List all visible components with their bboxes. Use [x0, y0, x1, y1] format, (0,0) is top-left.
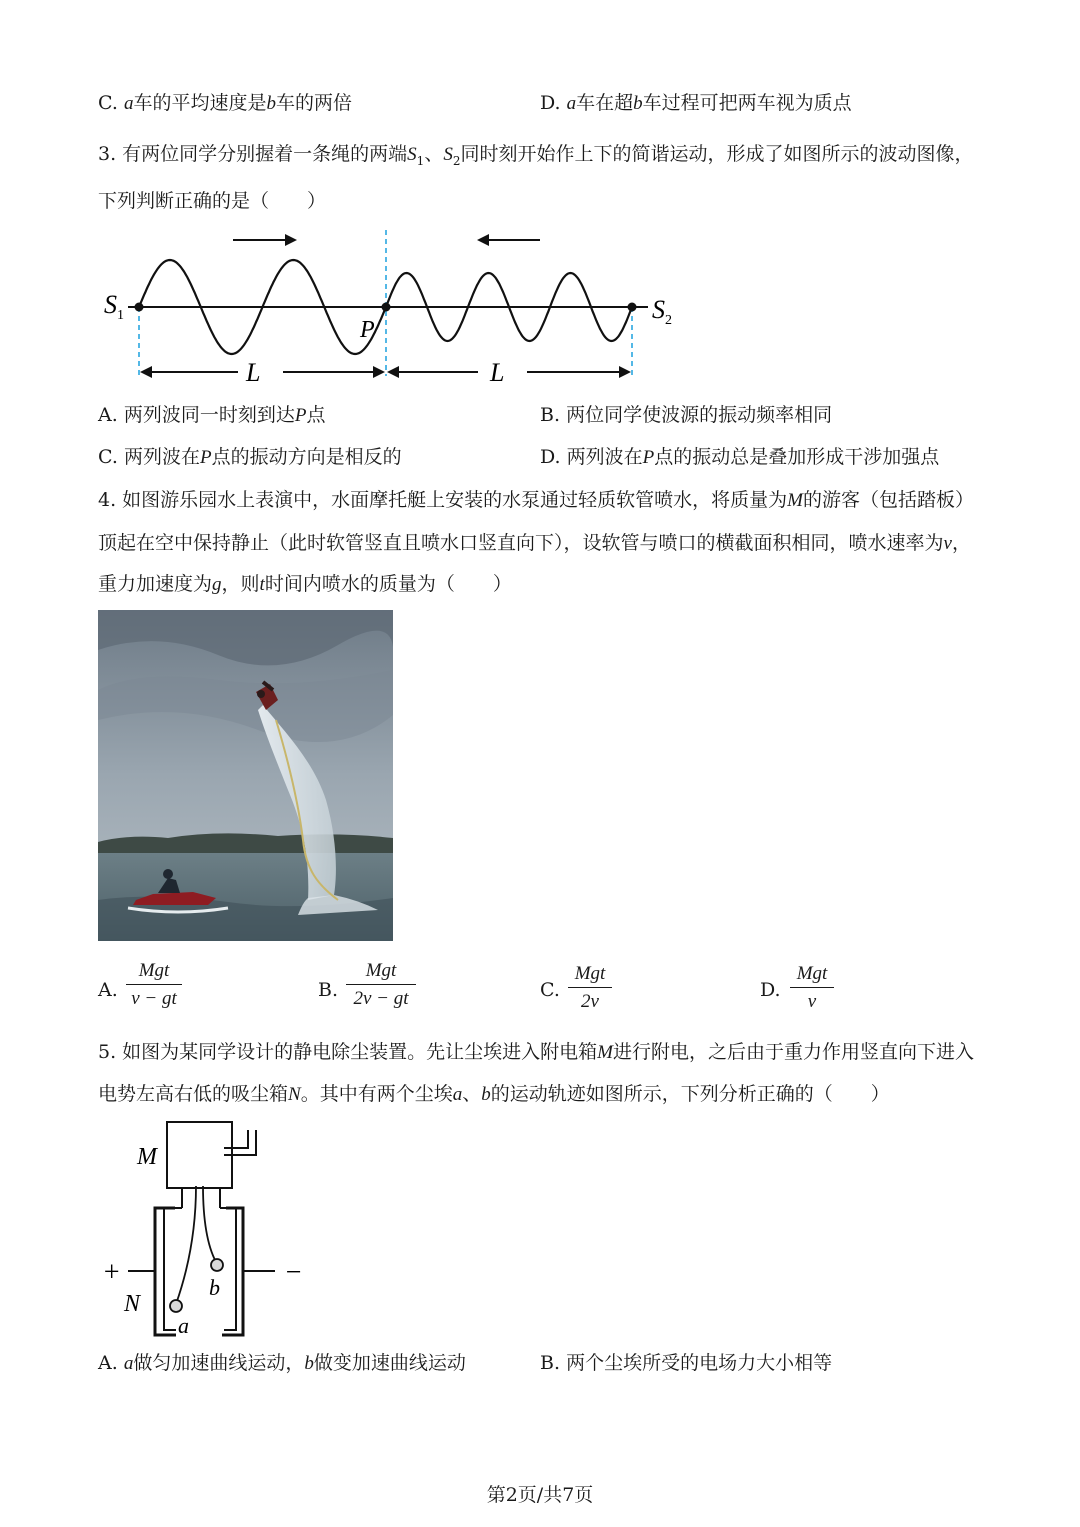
q5-option-b	[540, 1350, 832, 1376]
option-text: 车的平均速度是	[133, 92, 267, 114]
stem-text: 3. 有两位同学分别握着一条绳的两端	[98, 143, 408, 165]
source-s2-dot	[628, 303, 637, 312]
option-text: 做匀加速曲线运动，	[133, 1352, 305, 1374]
option-text: 点的振动方向是相反的	[211, 446, 402, 468]
label-b: b	[209, 1275, 220, 1300]
label-s1: $S_1$	[104, 290, 124, 323]
option-label: D.	[540, 446, 561, 468]
label-p: P	[360, 317, 375, 343]
q2-option-c	[98, 90, 352, 117]
q4-stem-line2	[98, 530, 971, 557]
point-p-dot	[382, 303, 391, 312]
q4-option-a-label: A.	[98, 979, 118, 1001]
option-label: A.	[98, 404, 118, 426]
plate-left	[155, 1208, 176, 1335]
stem-text: 的运动轨迹如图所示，下列分析正确的（ ）	[490, 1083, 890, 1105]
option-label: D.	[540, 92, 561, 114]
arrow-left-head	[477, 234, 489, 246]
var-m: M	[787, 490, 803, 511]
q2-option-d	[540, 90, 852, 117]
sub-1: 1	[416, 153, 425, 168]
stem-text: 电势左高右低的吸尘箱	[98, 1083, 289, 1105]
stem-text: ，则	[221, 573, 260, 595]
dim-arrow	[387, 366, 399, 378]
charging-box-m	[167, 1122, 232, 1188]
dim-arrow	[373, 366, 385, 378]
label-l-right: L	[490, 358, 505, 387]
q4-option-d-fraction	[790, 961, 834, 1016]
separator: 、	[424, 143, 444, 165]
q4-stem-line1	[98, 487, 974, 514]
stem-text: 4. 如图游乐园水上表演中，水面摩托艇上安装的水泵通过轻质软管喷水，将质量为	[98, 489, 788, 511]
q3-stem-line1	[98, 141, 973, 174]
q3-option-d	[540, 444, 939, 471]
flyboard-photo	[98, 610, 393, 941]
source-s1-dot	[135, 303, 144, 312]
var-p: P	[294, 405, 307, 426]
q4-option-c-label: C.	[540, 979, 560, 1001]
option-text: 两列波在	[123, 446, 200, 468]
numerator: Mgt	[568, 961, 612, 988]
option-label: C.	[98, 92, 118, 114]
denominator: v	[807, 991, 817, 1012]
var-s1: S	[407, 144, 417, 165]
option-text: 车过程可把两车视为质点	[642, 92, 852, 114]
var-p: P	[199, 447, 212, 468]
stem-text: 进行附电，之后由于重力作用竖直向下进入	[613, 1041, 975, 1063]
stem-text: 的游客（包括踏板）	[803, 489, 975, 511]
dust-particle-a	[170, 1300, 182, 1312]
var-m: M	[597, 1042, 613, 1063]
numerator: Mgt	[790, 961, 834, 988]
page-footer: 第2页/共7页	[486, 1484, 594, 1506]
dim-arrow	[619, 366, 631, 378]
var-b: b	[304, 1353, 314, 1374]
q3-option-c	[98, 444, 402, 471]
q3-stem-line2: 下列判断正确的是（ ）	[98, 190, 327, 212]
var-b: b	[266, 93, 276, 114]
q4-option-d-label: D.	[760, 979, 781, 1001]
q4-option-b-label: B.	[318, 979, 339, 1001]
stem-text: 顶起在空中保持静止（此时软管竖直且喷水口竖直向下），设软管与喷口的横截面积相同，喷水速率为	[98, 532, 944, 554]
numerator: Mgt	[346, 958, 416, 985]
var-v: v	[943, 533, 952, 554]
plate-right	[222, 1208, 243, 1335]
inlet-pipe	[224, 1130, 248, 1148]
option-label: B.	[540, 404, 561, 426]
option-text: 车的两倍	[275, 92, 352, 114]
var-a: a	[123, 93, 134, 114]
label-a: a	[178, 1313, 189, 1338]
q5-stem-line1	[98, 1039, 974, 1066]
var-p: P	[642, 447, 655, 468]
q3-option-a	[98, 402, 325, 429]
option-text: 两位同学使波源的振动频率相同	[566, 404, 833, 426]
option-label: C.	[98, 446, 118, 468]
q4-option-b-fraction	[346, 958, 416, 1013]
stem-text: 5. 如图为某同学设计的静电除尘装置。先让尘埃进入附电箱	[98, 1041, 598, 1063]
option-label: B.	[540, 1352, 561, 1374]
sub-2: 2	[452, 153, 461, 168]
var-t: t	[259, 574, 265, 595]
option-text: 做变加速曲线运动	[313, 1352, 466, 1374]
dim-arrow	[140, 366, 152, 378]
stem-text: 重力加速度为	[98, 573, 213, 595]
trajectory-a	[176, 1186, 196, 1304]
denominator: 2v − gt	[353, 988, 409, 1009]
var-n: N	[288, 1084, 301, 1105]
stem-text: 同时刻开始作上下的简谐运动，形成了如图所示的波动图像，	[460, 143, 974, 165]
label-s2: $S_2$	[652, 295, 672, 328]
option-text: 点	[306, 404, 326, 426]
option-label: A.	[98, 1352, 118, 1374]
q4-option-c-fraction	[568, 961, 612, 1016]
var-b: b	[481, 1084, 491, 1105]
arrow-right-head	[285, 234, 297, 246]
q5-option-a	[98, 1350, 466, 1377]
wave-figure	[96, 228, 696, 388]
denominator: 2v	[581, 991, 599, 1012]
q4-stem-line3	[98, 571, 512, 598]
stem-text: 。其中有两个尘埃	[300, 1083, 453, 1105]
dust-particle-b	[211, 1259, 223, 1271]
trajectory-b	[203, 1186, 216, 1262]
var-a: a	[566, 93, 577, 114]
dust-collector-figure	[98, 1118, 318, 1348]
denominator: v − gt	[131, 988, 177, 1009]
separator: 、	[462, 1083, 482, 1105]
q3-option-b	[540, 402, 832, 428]
label-m: M	[137, 1144, 157, 1170]
option-text: 两列波在	[566, 446, 643, 468]
inlet-pipe	[224, 1130, 256, 1155]
var-s2: S	[443, 144, 453, 165]
option-text: 两个尘埃所受的电场力大小相等	[566, 1352, 833, 1374]
stem-text: 时间内喷水的质量为（ ）	[264, 573, 512, 595]
var-b: b	[633, 93, 643, 114]
var-a: a	[123, 1353, 134, 1374]
label-minus: −	[284, 1257, 303, 1288]
label-plus: +	[102, 1257, 121, 1288]
label-l-left: L	[246, 358, 261, 387]
q5-stem-line2	[98, 1081, 890, 1108]
var-a: a	[452, 1084, 463, 1105]
numerator: Mgt	[126, 958, 182, 985]
q4-option-a-fraction	[126, 958, 182, 1013]
option-text: 两列波同一时刻到达	[123, 404, 295, 426]
option-text: 车在超	[576, 92, 634, 114]
label-n: N	[124, 1291, 141, 1317]
var-g: g	[212, 574, 222, 595]
option-text: 点的振动总是叠加形成干涉加强点	[654, 446, 940, 468]
stem-text: ，	[951, 532, 971, 554]
